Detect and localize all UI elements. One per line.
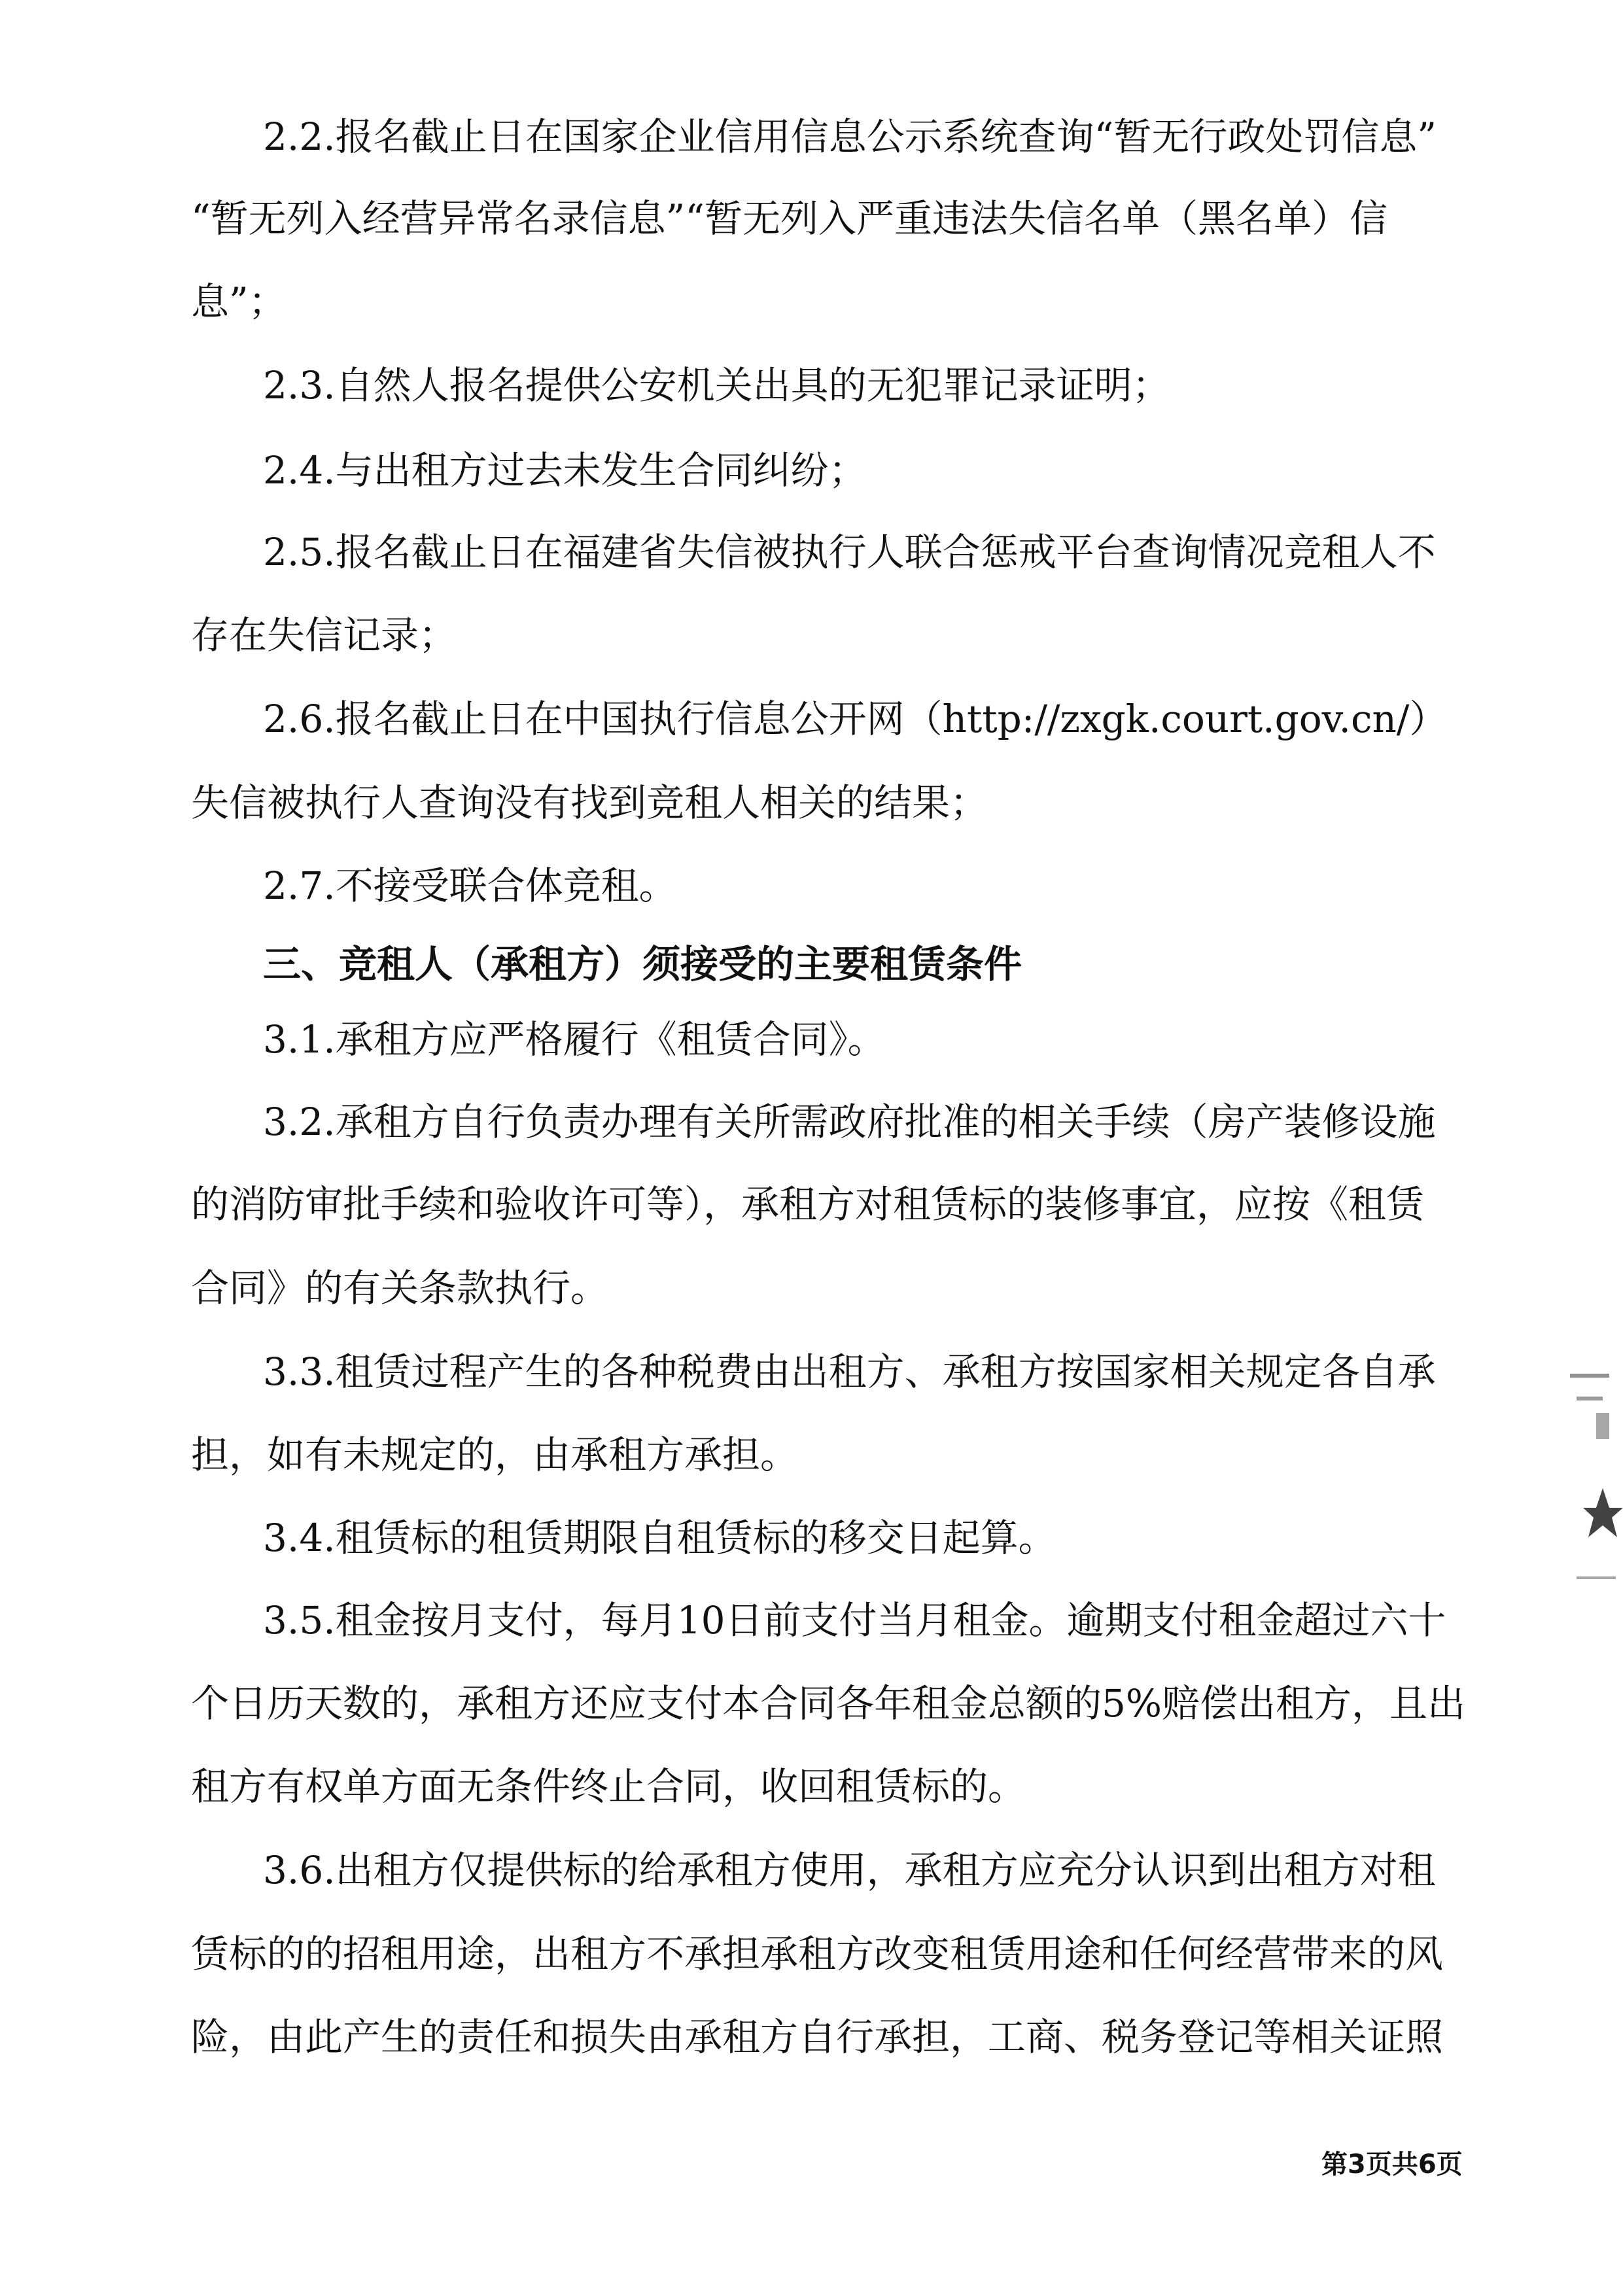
para-3-3-line-1: 3.3.租赁过程产生的各种税费由出租方、承租方按国家相关规定各自承 [263,1349,1436,1394]
para-3-5-line-2: 个日历天数的，承租方还应支付本合同各年租金总额的5%赔偿出租方，且出 [191,1681,1466,1726]
para-2-2-line-3: 息”； [191,279,287,324]
seal-stamp-fragment [1557,1367,1623,1583]
para-2-4-line-1: 2.4.与出租方过去未发生合同纠纷； [263,448,867,493]
para-2-2-line-2: “暂无列入经营异常名录信息”“暂无列入严重违法失信名单（黑名单）信 [191,196,1387,241]
para-3-3-line-2: 担，如有未规定的，由承租方承担。 [191,1433,799,1477]
para-3-2-line-3: 合同》的有关条款执行。 [191,1266,609,1310]
para-3-6-line-2: 赁标的的招租用途，出租方不承担承租方改变租赁用途和任何经营带来的风 [191,1932,1444,1976]
para-2-5-line-2: 存在失信记录； [191,613,457,657]
para-2-3-line-1: 2.3.自然人报名提供公安机关出具的无犯罪记录证明； [263,363,1170,408]
para-3-2-line-2: 的消防审批手续和验收许可等），承租方对租赁标的装修事宜，应按《租赁 [191,1182,1425,1226]
para-2-6-line-2: 失信被执行人查询没有找到竞租人相关的结果； [191,780,988,825]
para-2-2-line-1: 2.2.报名截止日在国家企业信用信息公示系统查询“暂无行政处罚信息” [263,114,1437,159]
para-3-1-line-1: 3.1.承租方应严格履行《租赁合同》。 [263,1017,886,1062]
para-3-5-line-3: 租方有权单方面无条件终止合同，收回租赁标的。 [191,1764,1026,1809]
para-3-5-line-1: 3.5.租金按月支付，每月10日前支付当月租金。逾期支付租金超过六十 [263,1598,1446,1643]
para-3-2-line-1: 3.2.承租方自行负责办理有关所需政府批准的相关手续（房产装修设施 [263,1100,1436,1144]
para-2-6-line-1: 2.6.报名截止日在中国执行信息公开网（http://zxgk.court.gov.cn/） [263,697,1448,741]
page-number: 第3页共6页 [1321,2149,1463,2180]
section-3-heading: 三、竞租人（承租方）须接受的主要租赁条件 [263,942,1022,986]
para-2-5-line-1: 2.5.报名截止日在福建省失信被执行人联合惩戒平台查询情况竞租人不 [263,530,1436,574]
para-2-7-line-1: 2.7.不接受联合体竞租。 [263,863,677,908]
para-3-4-line-1: 3.4.租赁标的租赁期限自租赁标的移交日起算。 [263,1516,1056,1560]
para-3-6-line-1: 3.6.出租方仅提供标的给承租方使用，承租方应充分认识到出租方对租 [263,1848,1436,1892]
para-3-6-line-3: 险，由此产生的责任和损失由承租方自行承担，工商、税务登记等相关证照 [191,2015,1444,2059]
